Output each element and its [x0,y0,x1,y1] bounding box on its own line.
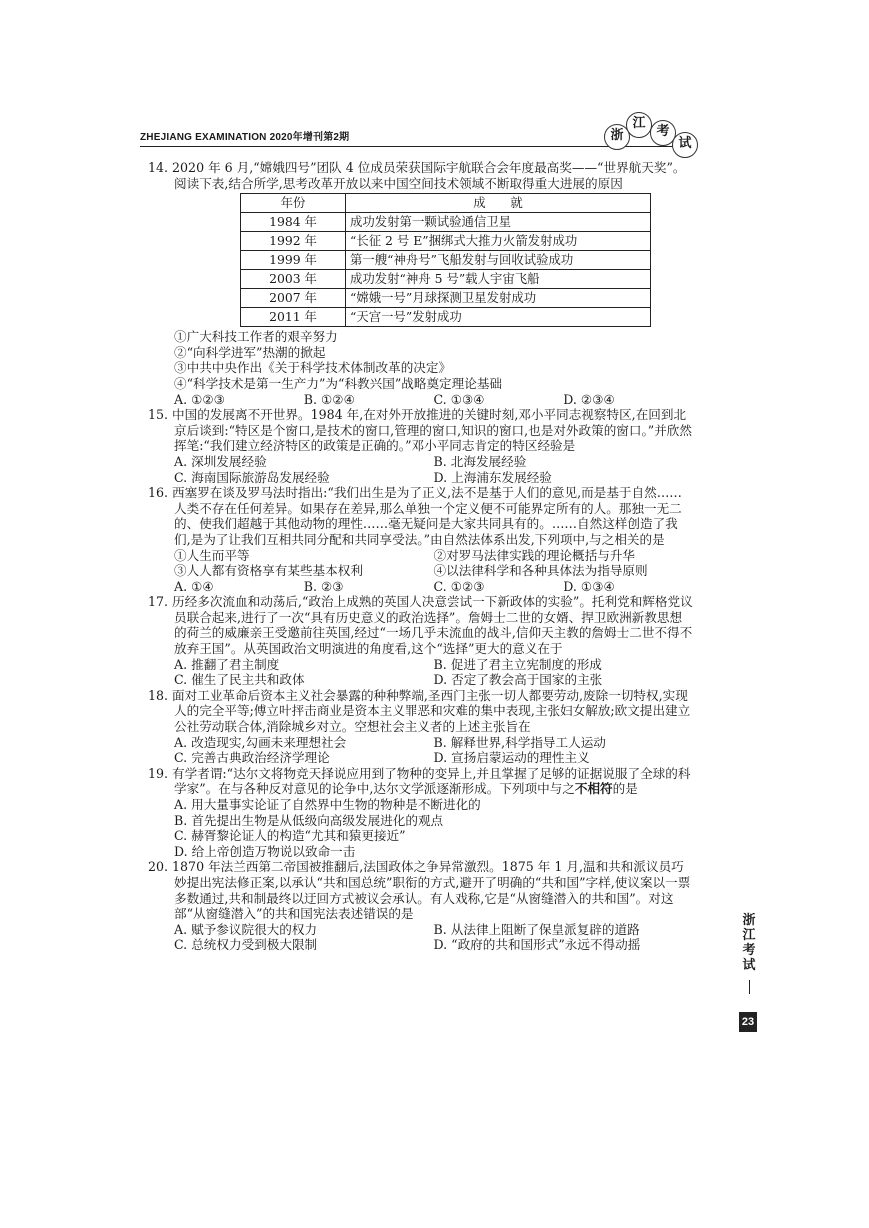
question-14-text: 14. 2020 年 6 月,“嫦娥四号”团队 4 位成员荣获国际宇航联合会年度最高奖——“世界航天奖”。阅读下表,结合所学,思考改革开放以来中国空间技术领域不断取得重大进展的原因 [148,160,686,191]
option-d[interactable]: D. “政府的共和国形式”永远不得动摇 [433,937,641,953]
question-19-options [148,797,693,859]
seal-char-2: 江 [626,112,652,138]
item: ①广大科技工作者的艰辛努力 [174,329,338,345]
option-d[interactable]: D. 否定了教会高于国家的主张 [433,672,603,688]
table-row [241,289,651,308]
header-rule [140,146,682,147]
question-19-text-pre: 19. 有学者谓:“达尔文将物竞天择说应用到了物种的变异上,并且掌握了足够的证据说服了全球的科学家”。在与各种反对意见的论争中,达尔文学派逐渐形成。下列项中与之 [148,765,691,797]
table-row [241,251,651,270]
option-a[interactable]: A. 深圳发展经验 [174,453,267,469]
achievement-cell: 第一艘“神舟号”飞船发射与回收试验成功 [346,251,651,270]
item: ④“科学技术是第一生产力”为“科教兴国”战略奠定理论基础 [174,375,503,391]
option-b[interactable]: B. 解释世界,科学指导工人运动 [433,734,606,750]
question-16-options [148,579,693,595]
question-17 [148,594,693,688]
journal-header: ZHEJIANG EXAMINATION 2020年增刊第2期 [140,132,350,143]
questions [148,160,693,953]
question-16 [148,485,693,594]
item: ④以法律科学和各种具体法为指导原则 [433,563,648,579]
option-b[interactable]: B. 首先提出生物是从低级向高级发展进化的观点 [174,812,444,828]
question-15 [148,407,693,485]
achievement-cell: “长征 2 号 E”捆绑式大推力火箭发射成功 [346,232,651,251]
seal-char-3: 考 [650,120,676,146]
table-header-achievement: 成 就 [346,194,651,213]
question-18 [148,688,693,766]
item: ③中共中央作出《关于科学技术体制改革的决定》 [174,360,452,376]
option-a[interactable]: A. ①②③ [174,391,225,407]
option-d[interactable]: D. 上海浦东发展经验 [433,469,552,485]
item: ①人生而平等 [174,547,250,563]
question-15-options [148,454,693,485]
year-cell: 1992 年 [241,232,346,251]
question-17-text: 17. 历经多次流血和动荡后,“政治上成熟的英国人决意尝试一下新政体的实验”。托利党和辉格党议员联合起来,进行了一次“具有历史意义的政治选择”。詹姆士二世的女婿、捍卫欧洲新教思想的荷兰的威廉亲王受邀前往英国,经过“一场几乎未流血的战斗,信仰天主教的詹姆士二世不得不放弃王国”。从英国政治文明演进的角度看,这个“选择”更大的意义在于 [148,594,693,657]
question-17-options [148,657,693,688]
option-c[interactable]: C. 赫胥黎论证人的构造“尤其和猿更接近” [174,828,406,844]
option-c[interactable]: C. ①③④ [433,391,485,407]
question-19-text-post: 的是 [612,781,638,797]
option-b[interactable]: B. ①②④ [303,391,355,407]
option-c[interactable]: C. 总统权力受到极大限制 [174,937,318,953]
question-16-items [148,548,693,579]
question-15-text: 15. 中国的发展离不开世界。1984 年,在对外开放推进的关键时刻,邓小平同志视察特区,在回到北京后谈到:“特区是个窗口,是技术的窗口,管理的窗口,知识的窗口,也是对外政策的窗口。”并欣然挥笔:“我们建立经济特区的政策是正确的。”邓小平同志肯定的特区经验是 [148,407,692,454]
table-header-year: 年份 [241,194,346,213]
achievement-cell: 成功发射“神舟 5 号”载人宇宙飞船 [346,270,651,289]
achievement-cell: 成功发射第一颗试验通信卫星 [346,213,651,232]
option-b[interactable]: B. 从法律上阻断了保皇派复辟的道路 [433,921,640,937]
page-number: 23 [739,1012,757,1032]
side-char: 考 [742,943,756,958]
table-row [241,232,651,251]
option-c[interactable]: C. ①②③ [433,578,485,594]
side-char: 浙 [742,913,756,928]
question-14-options [148,392,693,408]
item: ②对罗马法律实践的理论概括与升华 [433,547,635,563]
option-d[interactable]: D. 给上帝创造万物说以致命一击 [174,843,356,859]
table-row [241,308,651,327]
question-19-text [148,766,693,797]
year-cell: 1999 年 [241,251,346,270]
achievements-table [240,193,651,327]
seal-char-1: 浙 [604,124,630,150]
table-header-row [241,194,651,213]
option-b[interactable]: B. 促进了君主立宪制度的形成 [433,656,602,672]
year-cell: 2003 年 [241,270,346,289]
side-divider [749,980,750,994]
question-20-options [148,922,693,953]
option-a[interactable]: A. 用大量事实论证了自然界中生物的物种是不断进化的 [174,797,481,812]
year-cell: 2011 年 [241,308,346,327]
question-20-text: 20. 1870 年法兰西第二帝国被推翻后,法国政体之争异常激烈。1875 年 1 月,温和共和派议员巧妙提出宪法修正案,以承认“共和国总统”职衔的方式,避开了明确的“共和国”字样,使议案以一票多数通过,共和制最终以迂回方式被议会承认。有人戏称,它是“从窗缝潜入的共和国”。对这部“从窗缝潜入”的共和国宪法表述错误的是 [148,859,691,922]
question-14-items [148,329,693,391]
seal-char-4: 试 [672,132,698,158]
item: ②“向科学进军”热潮的掀起 [174,344,326,360]
achievement-cell: “嫦娥一号”月球探测卫星发射成功 [346,289,651,308]
question-18-text: 18. 面对工业革命后资本主义社会暴露的种种弊端,圣西门主张一切人都要劳动,废除一切特权,实现人的完全平等;傅立叶抨击商业是资本主义罪恶和灾难的集中表现,主张妇女解放;欧文提出建立公社劳动联合体,消除城乡对立。空想社会主义者的上述主张旨在 [148,687,691,735]
year-cell: 1984 年 [241,213,346,232]
question-19 [148,766,693,860]
side-char: 试 [742,958,756,973]
option-a[interactable]: A. ①④ [174,578,214,594]
table-row [241,270,651,289]
option-d[interactable]: D. ①③④ [563,578,615,594]
question-20 [148,859,693,953]
side-char: 江 [742,928,756,943]
option-d[interactable]: D. ②③④ [563,391,615,407]
option-c[interactable]: C. 完善古典政治经济学理论 [174,750,330,766]
question-14 [148,160,693,407]
option-c[interactable]: C. 催生了民主共和政体 [174,672,305,688]
option-b[interactable]: B. 北海发展经验 [433,453,527,469]
question-18-options [148,735,693,766]
question-19-emphasis: 不相符 [574,781,613,797]
option-a[interactable]: A. 改造现实,勾画未来理想社会 [174,734,347,750]
item: ③人人都有资格享有某些基本权利 [174,563,363,579]
question-16-text: 16. 西塞罗在谈及罗马法时指出:“我们出生是为了正义,法不是基于人们的意见,而是基于自然……人类不存在任何差异。如果存在差异,那么单独一个定义便不可能界定所有的人。那独一无二的、使我们超越于其他动物的理性……毫无疑问是大家共同具有的。……自然这样创造了我们,是为了让我们互相共同分配和共同享受法。”由自然法体系出发,下列项中,与之相关的是 [148,485,682,547]
side-journal-label [739,913,759,973]
table-row [241,213,651,232]
option-a[interactable]: A. 赋予参议院很大的权力 [174,921,318,937]
option-c[interactable]: C. 海南国际旅游岛发展经验 [174,469,330,485]
option-b[interactable]: B. ②③ [303,578,344,594]
achievement-cell: “天宫一号”发射成功 [346,308,651,327]
option-a[interactable]: A. 推翻了君主制度 [174,656,280,672]
year-cell: 2007 年 [241,289,346,308]
option-d[interactable]: D. 宣扬启蒙运动的理性主义 [433,750,590,766]
